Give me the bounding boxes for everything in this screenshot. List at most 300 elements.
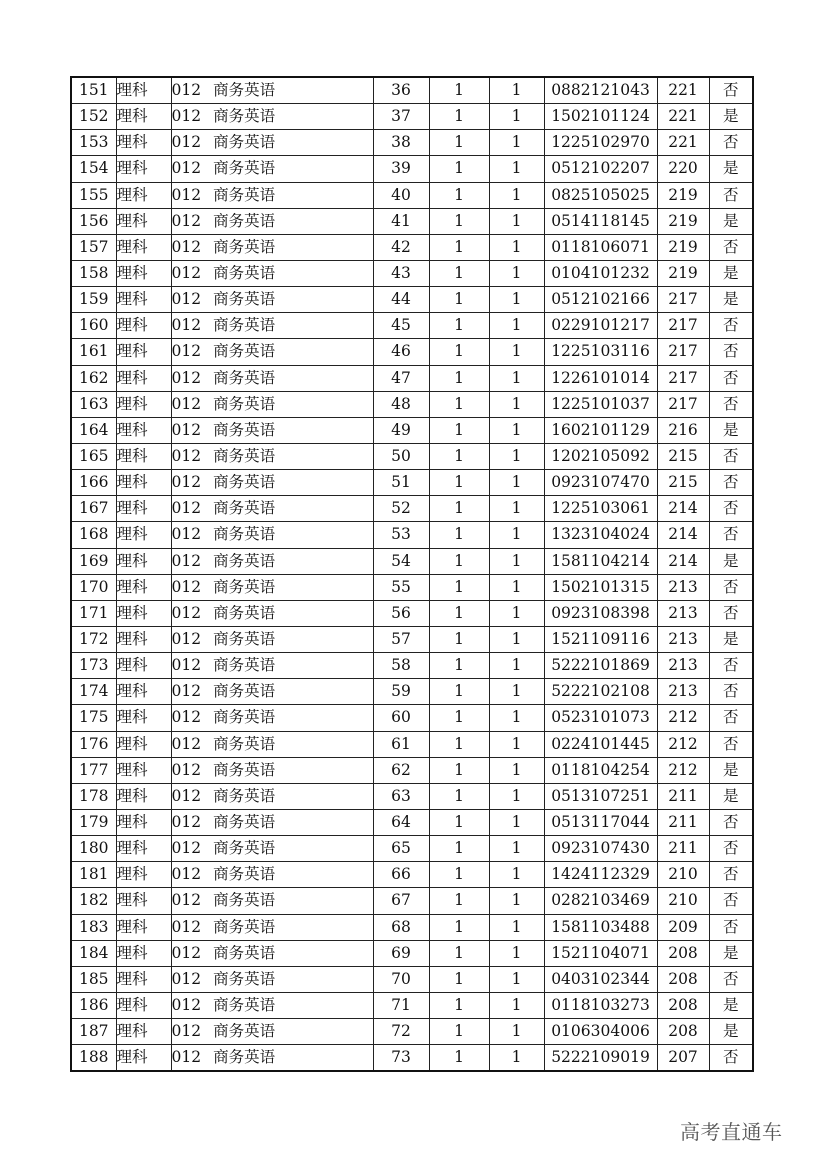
- row-number: 164: [71, 417, 116, 443]
- row-number: 186: [71, 992, 116, 1018]
- rank-cell: 48: [373, 391, 429, 417]
- col-a-cell: 1: [429, 443, 489, 469]
- major-cell: [171, 862, 373, 888]
- candidate-id-cell: 1602101129: [544, 417, 657, 443]
- rank-cell: 47: [373, 365, 429, 391]
- major-name: 商务英语: [213, 473, 276, 492]
- table-row: [71, 287, 753, 313]
- table-row: [71, 992, 753, 1018]
- major-name: 商务英语: [213, 394, 276, 413]
- flag-cell: 是: [709, 757, 753, 783]
- score-cell: 211: [657, 836, 709, 862]
- table-row: [71, 77, 753, 104]
- table-row: [71, 365, 753, 391]
- flag-cell: 否: [709, 522, 753, 548]
- major-cell: [171, 130, 373, 156]
- rank-cell: 70: [373, 966, 429, 992]
- candidate-id-cell: 0514118145: [544, 208, 657, 234]
- major-code: 012: [171, 499, 202, 518]
- score-cell: 213: [657, 626, 709, 652]
- major-name: 商务英语: [213, 368, 276, 387]
- major-code: 012: [171, 943, 202, 962]
- col-b-cell: 1: [489, 470, 544, 496]
- major-code: 012: [171, 551, 202, 570]
- major-code: 012: [171, 368, 202, 387]
- col-b-cell: 1: [489, 836, 544, 862]
- candidate-id-cell: 0118103273: [544, 992, 657, 1018]
- rank-cell: 42: [373, 234, 429, 260]
- col-a-cell: 1: [429, 287, 489, 313]
- score-cell: 217: [657, 313, 709, 339]
- major-name: 商务英语: [213, 1022, 276, 1041]
- table-row: [71, 966, 753, 992]
- row-number: 171: [71, 600, 116, 626]
- major-cell: [171, 104, 373, 130]
- candidate-id-cell: 5222102108: [544, 679, 657, 705]
- row-number: 179: [71, 809, 116, 835]
- candidate-id-cell: 0513117044: [544, 809, 657, 835]
- major-name: 商务英语: [213, 995, 276, 1014]
- candidate-id-cell: 0512102207: [544, 156, 657, 182]
- flag-cell: 否: [709, 182, 753, 208]
- category-cell: 理科: [116, 731, 171, 757]
- rank-cell: 46: [373, 339, 429, 365]
- col-b-cell: 1: [489, 888, 544, 914]
- major-cell: [171, 836, 373, 862]
- category-cell: 理科: [116, 496, 171, 522]
- table-row: [71, 757, 753, 783]
- admission-table: [70, 76, 754, 1072]
- flag-cell: 是: [709, 260, 753, 286]
- major-cell: [171, 757, 373, 783]
- major-name: 商务英语: [213, 211, 276, 230]
- major-name: 商务英语: [213, 682, 276, 701]
- flag-cell: 否: [709, 130, 753, 156]
- major-cell: [171, 679, 373, 705]
- col-b-cell: 1: [489, 731, 544, 757]
- score-cell: 221: [657, 104, 709, 130]
- score-cell: 217: [657, 287, 709, 313]
- major-cell: [171, 653, 373, 679]
- col-b-cell: 1: [489, 339, 544, 365]
- category-cell: 理科: [116, 443, 171, 469]
- score-cell: 209: [657, 914, 709, 940]
- rank-cell: 63: [373, 783, 429, 809]
- flag-cell: 是: [709, 1019, 753, 1045]
- score-cell: 221: [657, 77, 709, 104]
- major-name: 商务英语: [213, 865, 276, 884]
- col-a-cell: 1: [429, 182, 489, 208]
- category-cell: 理科: [116, 104, 171, 130]
- category-cell: 理科: [116, 417, 171, 443]
- flag-cell: 是: [709, 548, 753, 574]
- major-cell: [171, 809, 373, 835]
- candidate-id-cell: 0104101232: [544, 260, 657, 286]
- table-row: [71, 260, 753, 286]
- rank-cell: 52: [373, 496, 429, 522]
- candidate-id-cell: 0923107470: [544, 470, 657, 496]
- major-cell: [171, 313, 373, 339]
- col-b-cell: 1: [489, 522, 544, 548]
- col-a-cell: 1: [429, 313, 489, 339]
- col-b-cell: 1: [489, 313, 544, 339]
- table-row: [71, 522, 753, 548]
- col-b-cell: 1: [489, 626, 544, 652]
- row-number: 163: [71, 391, 116, 417]
- major-cell: [171, 705, 373, 731]
- flag-cell: 否: [709, 443, 753, 469]
- candidate-id-cell: 0224101445: [544, 731, 657, 757]
- rank-cell: 44: [373, 287, 429, 313]
- major-cell: [171, 339, 373, 365]
- col-a-cell: 1: [429, 783, 489, 809]
- major-name: 商务英语: [213, 81, 276, 100]
- col-a-cell: 1: [429, 992, 489, 1018]
- flag-cell: 否: [709, 653, 753, 679]
- major-code: 012: [171, 81, 202, 100]
- category-cell: 理科: [116, 992, 171, 1018]
- major-name: 商务英语: [213, 290, 276, 309]
- flag-cell: 是: [709, 287, 753, 313]
- major-code: 012: [171, 473, 202, 492]
- table-row: [71, 339, 753, 365]
- score-cell: 214: [657, 522, 709, 548]
- score-cell: 212: [657, 705, 709, 731]
- table-row: [71, 888, 753, 914]
- score-cell: 208: [657, 940, 709, 966]
- major-cell: [171, 443, 373, 469]
- flag-cell: 否: [709, 339, 753, 365]
- row-number: 153: [71, 130, 116, 156]
- category-cell: 理科: [116, 470, 171, 496]
- score-cell: 214: [657, 496, 709, 522]
- candidate-id-cell: 1424112329: [544, 862, 657, 888]
- col-a-cell: 1: [429, 679, 489, 705]
- score-cell: 215: [657, 470, 709, 496]
- candidate-id-cell: 0882121043: [544, 77, 657, 104]
- category-cell: 理科: [116, 705, 171, 731]
- table-row: [71, 391, 753, 417]
- table-row: [71, 470, 753, 496]
- rank-cell: 41: [373, 208, 429, 234]
- score-cell: 215: [657, 443, 709, 469]
- major-cell: [171, 287, 373, 313]
- flag-cell: 否: [709, 391, 753, 417]
- rank-cell: 50: [373, 443, 429, 469]
- col-a-cell: 1: [429, 77, 489, 104]
- col-a-cell: 1: [429, 208, 489, 234]
- score-cell: 219: [657, 234, 709, 260]
- row-number: 166: [71, 470, 116, 496]
- row-number: 156: [71, 208, 116, 234]
- col-a-cell: 1: [429, 731, 489, 757]
- major-cell: [171, 992, 373, 1018]
- row-number: 184: [71, 940, 116, 966]
- table-row: [71, 653, 753, 679]
- major-name: 商务英语: [213, 420, 276, 439]
- major-code: 012: [171, 290, 202, 309]
- major-code: 012: [171, 917, 202, 936]
- major-code: 012: [171, 760, 202, 779]
- col-b-cell: 1: [489, 391, 544, 417]
- flag-cell: 是: [709, 940, 753, 966]
- col-a-cell: 1: [429, 391, 489, 417]
- col-a-cell: 1: [429, 104, 489, 130]
- category-cell: 理科: [116, 679, 171, 705]
- category-cell: 理科: [116, 940, 171, 966]
- major-cell: [171, 783, 373, 809]
- major-name: 商务英语: [213, 133, 276, 152]
- col-a-cell: 1: [429, 548, 489, 574]
- row-number: 151: [71, 77, 116, 104]
- col-a-cell: 1: [429, 470, 489, 496]
- major-name: 商务英语: [213, 499, 276, 518]
- major-cell: [171, 470, 373, 496]
- major-name: 商务英语: [213, 656, 276, 675]
- table-body: [71, 77, 753, 1071]
- major-code: 012: [171, 211, 202, 230]
- rank-cell: 72: [373, 1019, 429, 1045]
- major-cell: [171, 914, 373, 940]
- table-row: [71, 417, 753, 443]
- row-number: 155: [71, 182, 116, 208]
- score-cell: 220: [657, 156, 709, 182]
- flag-cell: 否: [709, 809, 753, 835]
- major-name: 商务英语: [213, 760, 276, 779]
- major-name: 商务英语: [213, 237, 276, 256]
- candidate-id-cell: 1225103061: [544, 496, 657, 522]
- rank-cell: 40: [373, 182, 429, 208]
- col-a-cell: 1: [429, 836, 489, 862]
- col-b-cell: 1: [489, 208, 544, 234]
- score-cell: 208: [657, 1019, 709, 1045]
- major-code: 012: [171, 630, 202, 649]
- row-number: 158: [71, 260, 116, 286]
- major-cell: [171, 234, 373, 260]
- flag-cell: 是: [709, 156, 753, 182]
- table-row: [71, 574, 753, 600]
- col-a-cell: 1: [429, 417, 489, 443]
- table-row: [71, 156, 753, 182]
- major-code: 012: [171, 865, 202, 884]
- rank-cell: 58: [373, 653, 429, 679]
- rank-cell: 49: [373, 417, 429, 443]
- table-row: [71, 208, 753, 234]
- major-code: 012: [171, 159, 202, 178]
- category-cell: 理科: [116, 1045, 171, 1072]
- major-name: 商务英语: [213, 786, 276, 805]
- category-cell: 理科: [116, 208, 171, 234]
- score-cell: 212: [657, 731, 709, 757]
- major-name: 商务英语: [213, 551, 276, 570]
- score-cell: 214: [657, 548, 709, 574]
- flag-cell: 否: [709, 574, 753, 600]
- table-row: [71, 496, 753, 522]
- table-row: [71, 313, 753, 339]
- major-code: 012: [171, 682, 202, 701]
- score-cell: 211: [657, 783, 709, 809]
- flag-cell: 是: [709, 992, 753, 1018]
- col-b-cell: 1: [489, 757, 544, 783]
- rank-cell: 56: [373, 600, 429, 626]
- major-name: 商务英语: [213, 447, 276, 466]
- candidate-id-cell: 5222109019: [544, 1045, 657, 1072]
- row-number: 152: [71, 104, 116, 130]
- major-code: 012: [171, 133, 202, 152]
- row-number: 176: [71, 731, 116, 757]
- col-a-cell: 1: [429, 522, 489, 548]
- rank-cell: 67: [373, 888, 429, 914]
- major-name: 商务英语: [213, 577, 276, 596]
- candidate-id-cell: 1323104024: [544, 522, 657, 548]
- col-b-cell: 1: [489, 130, 544, 156]
- major-cell: [171, 548, 373, 574]
- category-cell: 理科: [116, 260, 171, 286]
- table-row: [71, 679, 753, 705]
- major-cell: [171, 522, 373, 548]
- table-row: [71, 1045, 753, 1072]
- category-cell: 理科: [116, 313, 171, 339]
- major-code: 012: [171, 708, 202, 727]
- category-cell: 理科: [116, 77, 171, 104]
- col-b-cell: 1: [489, 77, 544, 104]
- rank-cell: 71: [373, 992, 429, 1018]
- col-b-cell: 1: [489, 705, 544, 731]
- score-cell: 208: [657, 992, 709, 1018]
- rank-cell: 60: [373, 705, 429, 731]
- rank-cell: 65: [373, 836, 429, 862]
- category-cell: 理科: [116, 888, 171, 914]
- row-number: 165: [71, 443, 116, 469]
- col-a-cell: 1: [429, 1019, 489, 1045]
- candidate-id-cell: 1581104214: [544, 548, 657, 574]
- category-cell: 理科: [116, 626, 171, 652]
- score-cell: 219: [657, 182, 709, 208]
- col-b-cell: 1: [489, 156, 544, 182]
- flag-cell: 否: [709, 313, 753, 339]
- major-name: 商务英语: [213, 943, 276, 962]
- major-code: 012: [171, 316, 202, 335]
- score-cell: 217: [657, 365, 709, 391]
- row-number: 159: [71, 287, 116, 313]
- table-row: [71, 104, 753, 130]
- major-cell: [171, 966, 373, 992]
- major-name: 商务英语: [213, 159, 276, 178]
- col-a-cell: 1: [429, 757, 489, 783]
- table-row: [71, 234, 753, 260]
- candidate-id-cell: 1521104071: [544, 940, 657, 966]
- row-number: 160: [71, 313, 116, 339]
- major-cell: [171, 1045, 373, 1072]
- flag-cell: 否: [709, 234, 753, 260]
- col-b-cell: 1: [489, 182, 544, 208]
- category-cell: 理科: [116, 914, 171, 940]
- major-cell: [171, 260, 373, 286]
- flag-cell: 否: [709, 966, 753, 992]
- row-number: 178: [71, 783, 116, 809]
- rank-cell: 69: [373, 940, 429, 966]
- major-cell: [171, 208, 373, 234]
- flag-cell: 否: [709, 496, 753, 522]
- flag-cell: 是: [709, 626, 753, 652]
- major-code: 012: [171, 786, 202, 805]
- col-b-cell: 1: [489, 234, 544, 260]
- row-number: 157: [71, 234, 116, 260]
- major-cell: [171, 600, 373, 626]
- col-a-cell: 1: [429, 705, 489, 731]
- score-cell: 217: [657, 339, 709, 365]
- table-row: [71, 130, 753, 156]
- flag-cell: 否: [709, 836, 753, 862]
- flag-cell: 否: [709, 365, 753, 391]
- category-cell: 理科: [116, 365, 171, 391]
- col-b-cell: 1: [489, 653, 544, 679]
- rank-cell: 68: [373, 914, 429, 940]
- score-cell: 219: [657, 260, 709, 286]
- row-number: 185: [71, 966, 116, 992]
- row-number: 170: [71, 574, 116, 600]
- flag-cell: 否: [709, 679, 753, 705]
- score-cell: 207: [657, 1045, 709, 1072]
- col-a-cell: 1: [429, 914, 489, 940]
- major-name: 商务英语: [213, 813, 276, 831]
- rank-cell: 64: [373, 809, 429, 835]
- table-row: [71, 548, 753, 574]
- flag-cell: 否: [709, 914, 753, 940]
- flag-cell: 否: [709, 862, 753, 888]
- col-b-cell: 1: [489, 104, 544, 130]
- col-a-cell: 1: [429, 365, 489, 391]
- rank-cell: 54: [373, 548, 429, 574]
- rank-cell: 36: [373, 77, 429, 104]
- category-cell: 理科: [116, 783, 171, 809]
- major-code: 012: [171, 969, 202, 988]
- rank-cell: 53: [373, 522, 429, 548]
- rank-cell: 61: [373, 731, 429, 757]
- col-b-cell: 1: [489, 679, 544, 705]
- col-b-cell: 1: [489, 287, 544, 313]
- flag-cell: 否: [709, 731, 753, 757]
- row-number: 188: [71, 1045, 116, 1072]
- major-cell: [171, 391, 373, 417]
- col-a-cell: 1: [429, 156, 489, 182]
- major-code: 012: [171, 603, 202, 622]
- category-cell: 理科: [116, 156, 171, 182]
- major-code: 012: [171, 420, 202, 439]
- col-a-cell: 1: [429, 653, 489, 679]
- category-cell: 理科: [116, 234, 171, 260]
- major-code: 012: [171, 1048, 202, 1067]
- col-b-cell: 1: [489, 260, 544, 286]
- col-a-cell: 1: [429, 966, 489, 992]
- score-cell: 213: [657, 600, 709, 626]
- table-row: [71, 914, 753, 940]
- row-number: 180: [71, 836, 116, 862]
- table-row: [71, 705, 753, 731]
- major-code: 012: [171, 656, 202, 675]
- category-cell: 理科: [116, 757, 171, 783]
- candidate-id-cell: 1226101014: [544, 365, 657, 391]
- rank-cell: 59: [373, 679, 429, 705]
- candidate-id-cell: 1581103488: [544, 914, 657, 940]
- col-a-cell: 1: [429, 600, 489, 626]
- candidate-id-cell: 1225101037: [544, 391, 657, 417]
- score-cell: 217: [657, 391, 709, 417]
- major-name: 商务英语: [213, 708, 276, 727]
- row-number: 175: [71, 705, 116, 731]
- col-b-cell: 1: [489, 574, 544, 600]
- major-name: 商务英语: [213, 969, 276, 988]
